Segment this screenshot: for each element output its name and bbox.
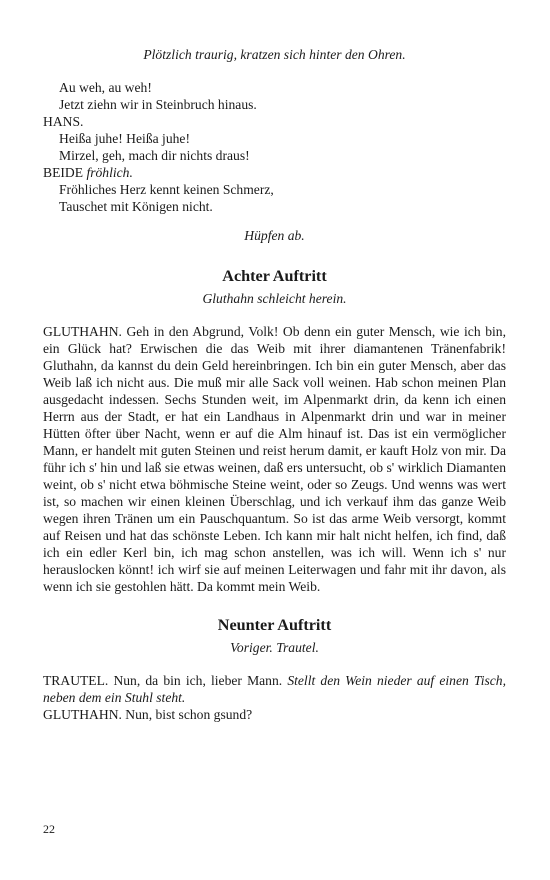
verse-line: Tauschet mit Königen nicht. <box>59 199 213 214</box>
stage-direction: Voriger. Trautel. <box>230 640 319 655</box>
stage-direction: Gluthahn schleicht herein. <box>202 291 347 306</box>
verse-line: Fröhliches Herz kennt keinen Schmerz, <box>59 182 274 197</box>
speaker-line <box>43 164 506 181</box>
scene-title: Achter Auftritt <box>222 267 327 285</box>
verse-line: Mirzel, geh, mach dir nichts draus! <box>59 148 250 163</box>
dialogue-text: TRAUTEL. Nun, da bin ich, lieber Mann. <box>43 673 283 688</box>
stage-direction: Hüpfen ab. <box>244 228 305 243</box>
stage-direction: Stellt den Wein nieder auf einen Tisch, neben dem ein Stuhl steht. <box>43 673 507 705</box>
verse-line: Au weh, au weh! <box>59 80 152 95</box>
stage-direction: fröhlich. <box>86 165 133 180</box>
dialogue-paragraph: GLUTHAHN. Nun, bist schon gsund? <box>43 707 253 722</box>
verse-line: Heißa juhe! Heißa juhe! <box>59 131 190 146</box>
stage-direction: Plötzlich traurig, kratzen sich hinter den Ohren. <box>143 47 406 62</box>
speaker-name: HANS. <box>43 114 84 129</box>
scene-title: Neunter Auftritt <box>217 616 332 634</box>
page-number: 22 <box>43 822 55 836</box>
speaker-name: BEIDE <box>43 165 84 180</box>
verse-line: Jetzt ziehn wir in Steinbruch hinaus. <box>59 97 257 112</box>
page-content <box>43 46 506 723</box>
dialogue-paragraph: GLUTHAHN. Geh in den Abgrund, Volk! Ob denn ein guter Mensch, wie ich bin, ein Glück hat? Erwischen die das Weib mit ihrer diamantenen Tränenfabrik! Gluthahn, da kannst du dein Geld hereinbringen. Ich bin ein guter Mensch, aber das Weib laß ich nicht aus. Die muß mir alle Sack voll weinen. Hab schon meinen Plan ausgedacht indessen. Sechs Stunden weit, im Alpenmarkt drin, da kenn ich einen Herrn aus der Stadt, er hat ein Landhaus in Alpenmarkt drin und war in meiner Hütten öfter über Nacht, wenn er auf die Alm hinauf ist. Das ist ein vermöglicher Mann, er handelt mit guten Steinen und reist herum damit, er kauft Holz von mir. Da führ ich s' hin und laß sie etwas weinen, daß ers untersucht, ob s' wirklich Diamanten weint, ob s' nicht etwa böhmische Steine weint, oder so Zeugs. Und wenns was wert ist, so machen wir einen kleinen Überschlag, und ich verkauf ihm das ganze Weib wegen ihren Tränen um ein Pauschquantum. So ist das arme Weib versorgt, kommt auf Reisen und hat das schönste Leben. Ich kann mir halt nicht helfen, ich find, daß ich ein edler Kerl bin, ich mag schon anstellen, was ich will. Wenn ich s' nur herauslocken könnt! ich wirf sie auf meinen Leiterwagen und fahr mit ihr davon, als wenn ich sie gestohlen hätt. Da kommt mein Weib. <box>43 324 506 594</box>
dialogue-paragraph <box>43 672 506 706</box>
